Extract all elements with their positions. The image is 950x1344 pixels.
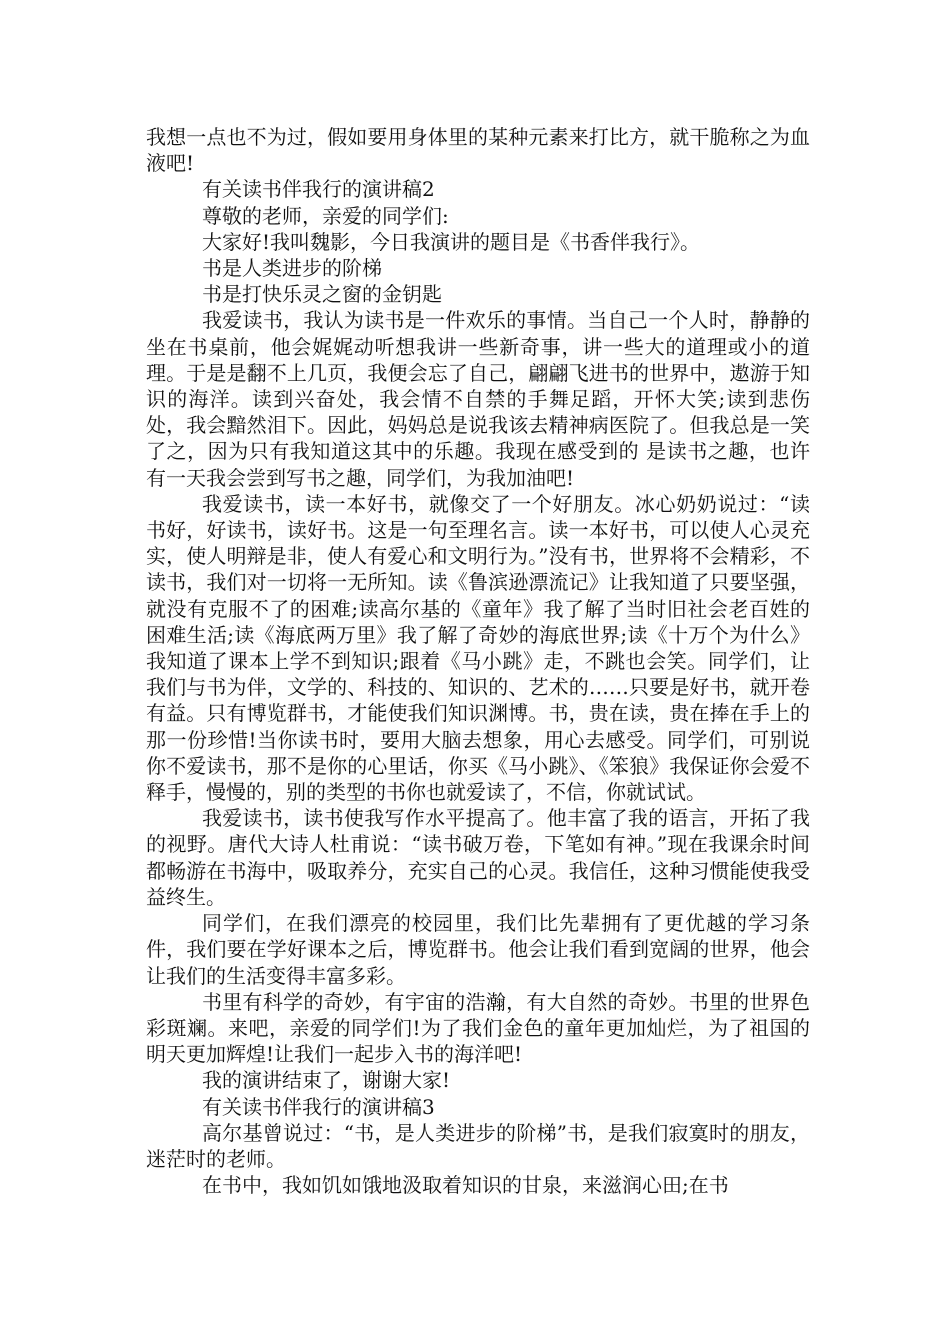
paragraph: 大家好!我叫魏影，今日我演讲的题目是《书香伴我行》。 xyxy=(202,229,701,254)
section-title: 有关读书伴我行的演讲稿2 xyxy=(202,177,435,202)
paragraph: 我爱读书，我认为读书是一件欢乐的事情。当自己一个人时，静静的坐在书桌前，他会娓娓动听想我讲一些新奇事，讲一些大的道理或小的道理。于是是翻不上几页，我便会忘了自己，翩翩飞进书的世界中，遨游于知识的海洋。读到兴奋处，我会情不自禁的手舞足蹈，开怀大笑;读到悲伤处，我会黯然泪下。因此，妈妈总是说我该去精神病医院了。但我总是一笑了之，因为只有我知道这其中的乐趣。我现在感受到的 是读书之趣，也许有一天我会尝到写书之趣，同学们，为我加油吧! xyxy=(146,308,810,490)
paragraph: 我爱读书，读一本好书，就像交了一个好朋友。冰心奶奶说过：“读书好，好读书，读好书。这是一句至理名言。读一本好书，可以使人心灵充实，使人明辩是非，使人有爱心和文明行为。”没有书，世界将不会精彩，不读书，我们对一切将一无所知。读《鲁滨逊漂流记》让我知道了只要坚强，就没有克服不了的困难;读高尔基的《童年》我了解了当时旧社会老百姓的困难生活;读《海底两万里》我了解了奇妙的海底世界;读《十万个为什么》我知道了课本上学不到知识;跟着《马小跳》走，不跳也会笑。同学们，让我们与书为伴，文学的、科技的、知识的、艺术的……只要是好书，就开卷有益。只有博览群书，才能使我们知识渊博。书，贵在读，贵在捧在手上的那一份珍惜!当你读书时，要用大脑去想象，用心去感受。同学们，可别说你不爱读书，那不是你的心里话，你买《马小跳》、《笨狼》我保证你会爱不释手，慢慢的，别的类型的书你也就爱读了，不信，你就试试。 xyxy=(146,491,810,805)
paragraph: 我的演讲结束了，谢谢大家! xyxy=(202,1068,451,1093)
paragraph: 书里有科学的奇妙，有宇宙的浩瀚，有大自然的奇妙。书里的世界色彩斑斓。来吧，亲爱的同学们!为了我们金色的童年更加灿烂，为了祖国的明天更加辉煌!让我们一起步入书的海洋吧! xyxy=(146,989,810,1067)
paragraph: 我想一点也不为过，假如要用身体里的某种元素来打比方，就干脆称之为血液吧! xyxy=(146,125,810,176)
paragraph: 同学们，在我们漂亮的校园里，我们比先辈拥有了更优越的学习条件，我们要在学好课本之后，博览群书。他会让我们看到宽阔的世界，他会让我们的生活变得丰富多彩。 xyxy=(146,911,810,988)
paragraph: 书是人类进步的阶梯 xyxy=(202,256,382,281)
paragraph: 我爱读书，读书使我写作水平提高了。他丰富了我的语言，开拓了我的视野。唐代大诗人杜甫说：“读书破万卷，下笔如有神。”现在我课余时间都畅游在书海中，吸取养分，充实自己的心灵。我信任，这种习惯能使我受益终生。 xyxy=(146,806,810,909)
paragraph: 高尔基曾说过：“书，是人类进步的阶梯”书，是我们寂寞时的朋友，迷茫时的老师。 xyxy=(146,1120,810,1171)
section-title: 有关读书伴我行的演讲稿3 xyxy=(202,1094,435,1119)
paragraph: 书是打快乐灵之窗的金钥匙 xyxy=(202,282,442,307)
salutation: 尊敬的老师，亲爱的同学们: xyxy=(202,203,449,228)
paragraph: 在书中，我如饥如饿地汲取着知识的甘泉，来滋润心田;在书 xyxy=(202,1173,729,1198)
document-page xyxy=(146,124,810,1198)
